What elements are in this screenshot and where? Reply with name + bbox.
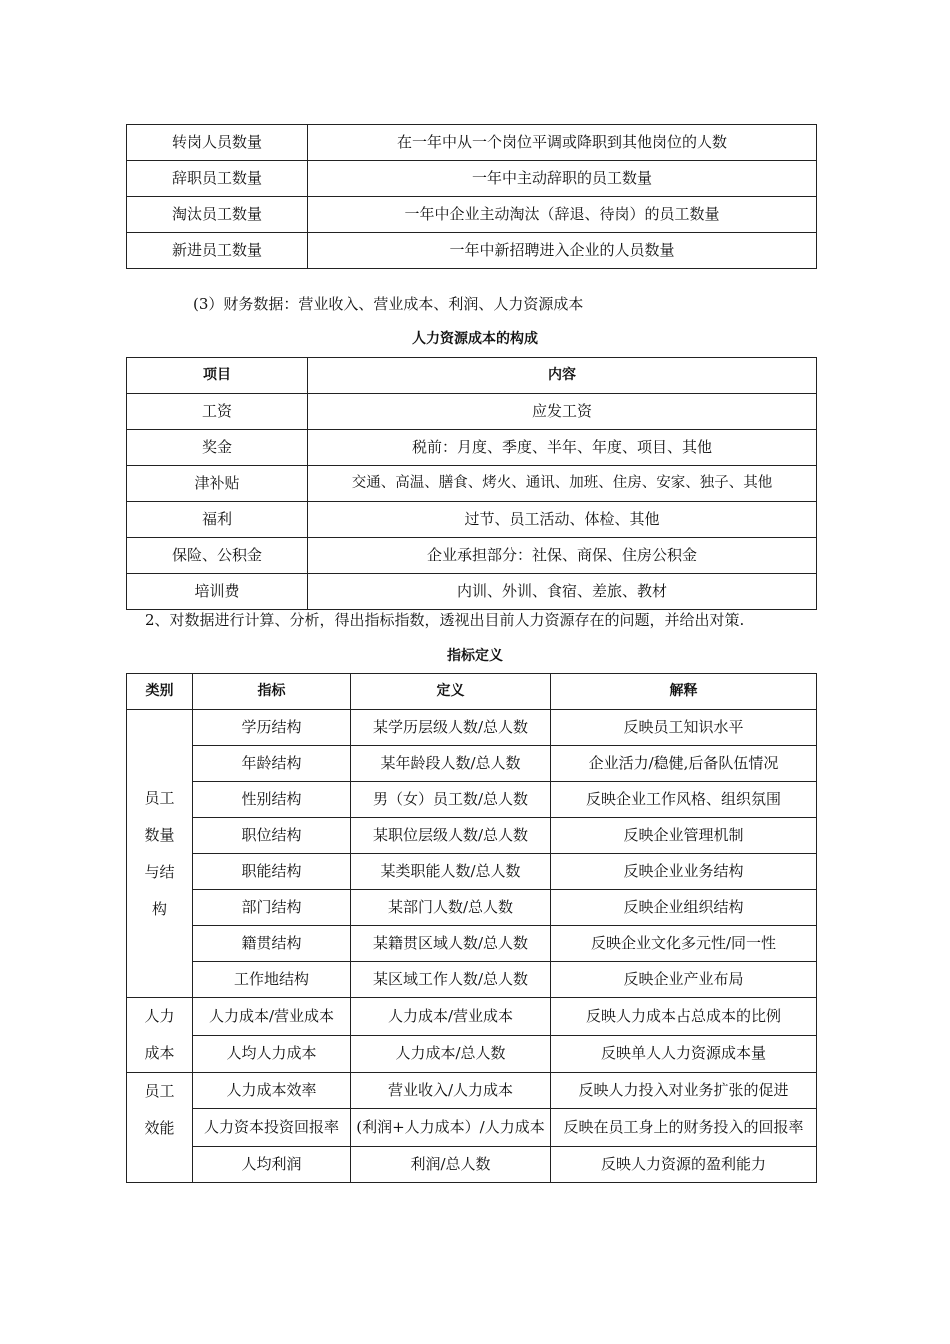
category-cell: [127, 710, 193, 998]
table-header-row: [127, 674, 817, 710]
table-cell: 某区域工作人数/总人数: [351, 962, 551, 998]
category-cell: [127, 1073, 193, 1183]
category-line: 数量: [144, 825, 175, 844]
table-cell: 反映在员工身上的财务投入的回报率: [551, 1109, 817, 1147]
table-cell: 人力成本/营业成本: [193, 998, 351, 1036]
table-cell: (利润+人力成本）/人力成本: [351, 1109, 551, 1147]
cost-table-caption: 人力资源成本的构成: [412, 331, 538, 347]
table-cell: 人均人力成本: [193, 1035, 351, 1073]
analysis-paragraph: 2、对数据进行计算、分析，得出指标指数，透视出目前人力资源存在的问题，并给出对策.: [145, 611, 745, 629]
table-row: [127, 1147, 817, 1183]
table-row: [127, 430, 817, 466]
table-row: [127, 394, 817, 430]
table-row: [127, 574, 817, 610]
table-row: [127, 197, 817, 233]
table-cell: 反映企业管理机制: [551, 818, 817, 854]
index-definition-table: [126, 673, 817, 1183]
table-cell: 某类职能人数/总人数: [351, 854, 551, 890]
index-table-caption: 指标定义: [447, 648, 503, 664]
table-row: [127, 818, 817, 854]
table-cell: 工资: [127, 394, 308, 430]
category-line: 员工: [144, 788, 175, 807]
table-cell: 人力成本/营业成本: [351, 998, 551, 1036]
column-header: 指标: [193, 674, 351, 710]
table-row: [127, 962, 817, 998]
table-cell: 在一年中从一个岗位平调或降职到其他岗位的人数: [308, 125, 817, 161]
category-line: 员工: [144, 1082, 175, 1100]
table-cell: 某学历层级人数/总人数: [351, 710, 551, 746]
hr-cost-table: [126, 357, 817, 610]
table-cell: 反映单人人力资源成本量: [551, 1035, 817, 1073]
column-header: 定义: [351, 674, 551, 710]
table-cell: 企业活力/稳健,后备队伍情况: [551, 746, 817, 782]
table-cell: 反映企业组织结构: [551, 890, 817, 926]
table-cell: 反映企业产业布局: [551, 962, 817, 998]
table-header-row: [127, 358, 817, 394]
table-cell: 新进员工数量: [127, 233, 308, 269]
table-cell: 籍贯结构: [193, 926, 351, 962]
table-cell: 人力成本效率: [193, 1073, 351, 1109]
category-line: 与结: [144, 862, 175, 881]
staff-count-table: [126, 124, 817, 269]
table-row: [127, 161, 817, 197]
table-cell: 辞职员工数量: [127, 161, 308, 197]
table-row: [127, 746, 817, 782]
table-cell: 职位结构: [193, 818, 351, 854]
table-cell: 性别结构: [193, 782, 351, 818]
category-line: 人力: [144, 1007, 175, 1025]
table-cell: 反映人力投入对业务扩张的促进: [551, 1073, 817, 1109]
category-line: 成本: [144, 1044, 175, 1062]
table-row: [127, 466, 817, 502]
table-cell: 培训费: [127, 574, 308, 610]
table-row: [127, 854, 817, 890]
column-header: 类别: [127, 674, 193, 710]
table-row: [127, 998, 817, 1036]
table-row: [127, 1109, 817, 1147]
financial-data-paragraph: (3）财务数据：营业收入、营业成本、利润、人力资源成本: [193, 295, 584, 313]
table-cell: 职能结构: [193, 854, 351, 890]
table-cell: 过节、员工活动、体检、其他: [308, 502, 817, 538]
table-cell: 工作地结构: [193, 962, 351, 998]
table-cell: 人均利润: [193, 1147, 351, 1183]
table-row: [127, 1073, 817, 1109]
column-header: 内容: [308, 358, 817, 394]
table-cell: 反映企业工作风格、组织氛围: [551, 782, 817, 818]
category-cell: [127, 998, 193, 1073]
table-cell: 某职位层级人数/总人数: [351, 818, 551, 854]
table-cell: 人力成本/总人数: [351, 1035, 551, 1073]
table-row: [127, 125, 817, 161]
table-cell: 交通、高温、膳食、烤火、通讯、加班、住房、安家、独子、其他: [308, 466, 817, 502]
table-row: [127, 1035, 817, 1073]
table-row: [127, 890, 817, 926]
table-cell: 福利: [127, 502, 308, 538]
table-cell: 利润/总人数: [351, 1147, 551, 1183]
table-row: [127, 782, 817, 818]
table-cell: 反映人力资源的盈利能力: [551, 1147, 817, 1183]
table-cell: 税前：月度、季度、半年、年度、项目、其他: [308, 430, 817, 466]
table-cell: 反映企业业务结构: [551, 854, 817, 890]
table-cell: 转岗人员数量: [127, 125, 308, 161]
table-cell: 营业收入/人力成本: [351, 1073, 551, 1109]
category-line: 效能: [144, 1119, 175, 1137]
column-header: 项目: [127, 358, 308, 394]
table-cell: 反映员工知识水平: [551, 710, 817, 746]
table-row: [127, 502, 817, 538]
category-line: 构: [151, 899, 167, 918]
table-cell: 一年中主动辞职的员工数量: [308, 161, 817, 197]
table-cell: 某部门人数/总人数: [351, 890, 551, 926]
table-cell: 一年中新招聘进入企业的人员数量: [308, 233, 817, 269]
table-cell: 津补贴: [127, 466, 308, 502]
table-cell: 企业承担部分：社保、商保、住房公积金: [308, 538, 817, 574]
column-header: 解释: [551, 674, 817, 710]
table-cell: 学历结构: [193, 710, 351, 746]
table-cell: 一年中企业主动淘汰（辞退、待岗）的员工数量: [308, 197, 817, 233]
table-cell: 应发工资: [308, 394, 817, 430]
table-row: [127, 926, 817, 962]
table-cell: 反映企业文化多元性/同一性: [551, 926, 817, 962]
table-cell: 年龄结构: [193, 746, 351, 782]
table-row: [127, 710, 817, 746]
table-cell: 男（女）员工数/总人数: [351, 782, 551, 818]
table-row: [127, 538, 817, 574]
table-cell: 某籍贯区域人数/总人数: [351, 926, 551, 962]
table-cell: 反映人力成本占总成本的比例: [551, 998, 817, 1036]
table-cell: 奖金: [127, 430, 308, 466]
table-cell: 淘汰员工数量: [127, 197, 308, 233]
table-cell: 部门结构: [193, 890, 351, 926]
table-row: [127, 233, 817, 269]
table-cell: 人力资本投资回报率: [193, 1109, 351, 1147]
table-cell: 保险、公积金: [127, 538, 308, 574]
table-cell: 某年龄段人数/总人数: [351, 746, 551, 782]
table-cell: 内训、外训、食宿、差旅、教材: [308, 574, 817, 610]
